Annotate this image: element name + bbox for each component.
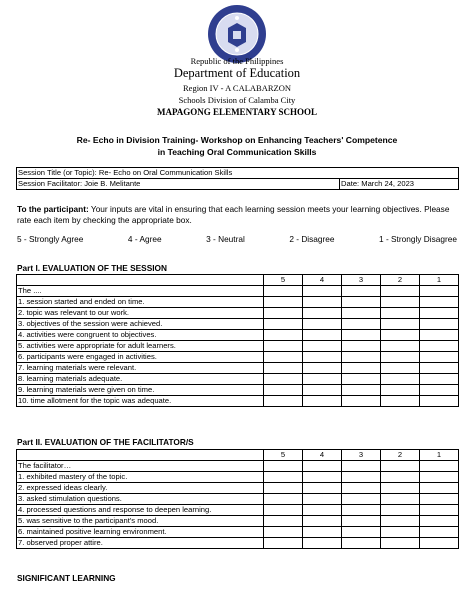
session-facilitator-cell: Session Facilitator: Joie B. Melitante <box>17 179 340 190</box>
rating-checkbox[interactable] <box>342 319 381 330</box>
table-row <box>17 352 459 363</box>
rating-checkbox[interactable] <box>381 363 420 374</box>
rating-header-3: 3 <box>342 450 381 461</box>
rating-checkbox[interactable] <box>420 494 459 505</box>
table-row <box>17 538 459 549</box>
rating-checkbox[interactable] <box>342 483 381 494</box>
rating-checkbox[interactable] <box>420 297 459 308</box>
rating-checkbox[interactable] <box>420 527 459 538</box>
lead-text: The .... <box>17 286 264 297</box>
table-row <box>17 363 459 374</box>
rating-checkbox[interactable] <box>342 363 381 374</box>
rating-checkbox[interactable] <box>342 505 381 516</box>
criterion-text: 4. activities were congruent to objectives. <box>17 330 264 341</box>
rating-checkbox[interactable] <box>342 494 381 505</box>
division-line: Schools Division of Calamba City <box>178 95 296 105</box>
table-header-row <box>17 275 459 286</box>
part1-evaluation-table <box>16 274 459 407</box>
rating-checkbox[interactable] <box>264 538 303 549</box>
rating-checkbox[interactable] <box>342 286 381 297</box>
part1-title: Part I. EVALUATION OF THE SESSION <box>17 263 167 273</box>
rating-checkbox[interactable] <box>303 319 342 330</box>
scale-5: 5 - Strongly Agree <box>17 234 84 244</box>
rating-checkbox[interactable] <box>342 341 381 352</box>
table-row <box>17 330 459 341</box>
rating-header-4: 4 <box>303 275 342 286</box>
rating-checkbox[interactable] <box>264 341 303 352</box>
rating-checkbox[interactable] <box>420 308 459 319</box>
lead-text: The facilitator… <box>17 461 264 472</box>
criterion-text: 1. exhibited mastery of the topic. <box>17 472 264 483</box>
rating-checkbox[interactable] <box>420 385 459 396</box>
rating-checkbox[interactable] <box>264 352 303 363</box>
rating-checkbox[interactable] <box>381 385 420 396</box>
table-row <box>17 483 459 494</box>
rating-checkbox[interactable] <box>420 341 459 352</box>
rating-header-3: 3 <box>342 275 381 286</box>
rating-checkbox[interactable] <box>303 494 342 505</box>
rating-checkbox[interactable] <box>264 330 303 341</box>
rating-checkbox[interactable] <box>420 352 459 363</box>
criterion-text: 8. learning materials adequate. <box>17 374 264 385</box>
department-line: Department of Education <box>173 66 301 80</box>
criterion-text: 2. topic was relevant to our work. <box>17 308 264 319</box>
table-row <box>17 286 459 297</box>
rating-checkbox[interactable] <box>264 472 303 483</box>
rating-checkbox[interactable] <box>420 472 459 483</box>
rating-checkbox[interactable] <box>303 308 342 319</box>
title-line-2: in Teaching Oral Communication Skills <box>157 146 317 157</box>
rating-checkbox[interactable] <box>342 527 381 538</box>
rating-checkbox[interactable] <box>264 494 303 505</box>
rating-checkbox[interactable] <box>381 308 420 319</box>
rating-checkbox[interactable] <box>264 374 303 385</box>
instructions-lead: To the participant: <box>17 204 89 214</box>
rating-header-1: 1 <box>420 450 459 461</box>
rating-checkbox[interactable] <box>420 461 459 472</box>
rating-checkbox[interactable] <box>381 330 420 341</box>
criterion-text: 10. time allotment for the topic was adequate. <box>17 396 264 407</box>
rating-checkbox[interactable] <box>381 494 420 505</box>
table-row <box>17 505 459 516</box>
criterion-text: 5. was sensitive to the participant's mood. <box>17 516 264 527</box>
rating-checkbox[interactable] <box>342 297 381 308</box>
scale-2: 2 - Disagree <box>289 234 335 244</box>
title-line-1: Re- Echo in Division Training- Workshop on Enhancing Teachers' Competence <box>76 135 398 145</box>
rating-checkbox[interactable] <box>381 396 420 407</box>
criterion-text: 7. learning materials were relevant. <box>17 363 264 374</box>
table-row <box>17 516 459 527</box>
rating-checkbox[interactable] <box>420 396 459 407</box>
rating-checkbox[interactable] <box>381 461 420 472</box>
table-row <box>17 396 459 407</box>
rating-checkbox[interactable] <box>342 352 381 363</box>
rating-checkbox[interactable] <box>264 363 303 374</box>
instructions-text: Your inputs are vital in ensuring that each learning session meets your learning objectives. Please rate each item by checking the appropriate box. <box>17 204 450 225</box>
scale-4: 4 - Agree <box>127 234 162 244</box>
rating-checkbox[interactable] <box>303 363 342 374</box>
rating-checkbox[interactable] <box>342 461 381 472</box>
rating-checkbox[interactable] <box>303 286 342 297</box>
rating-checkbox[interactable] <box>381 341 420 352</box>
rating-scale-legend <box>17 234 457 244</box>
rating-checkbox[interactable] <box>420 538 459 549</box>
criterion-text: 6. maintained positive learning environment. <box>17 527 264 538</box>
table-row <box>17 385 459 396</box>
region-line: Region IV - A CALABARZON <box>183 83 291 93</box>
criterion-text: 9. learning materials were given on time. <box>17 385 264 396</box>
rating-checkbox[interactable] <box>381 319 420 330</box>
rating-checkbox[interactable] <box>303 527 342 538</box>
rating-checkbox[interactable] <box>303 505 342 516</box>
rating-checkbox[interactable] <box>420 363 459 374</box>
rating-checkbox[interactable] <box>303 385 342 396</box>
rating-checkbox[interactable] <box>303 330 342 341</box>
table-row <box>17 527 459 538</box>
rating-header-1: 1 <box>420 275 459 286</box>
rating-checkbox[interactable] <box>381 352 420 363</box>
rating-checkbox[interactable] <box>303 352 342 363</box>
criterion-text: 3. objectives of the session were achieved. <box>17 319 264 330</box>
rating-checkbox[interactable] <box>342 385 381 396</box>
rating-checkbox[interactable] <box>420 505 459 516</box>
table-row <box>17 494 459 505</box>
rating-checkbox[interactable] <box>342 396 381 407</box>
criterion-text: 3. asked stimulation questions. <box>17 494 264 505</box>
criterion-text: 1. session started and ended on time. <box>17 297 264 308</box>
rating-checkbox[interactable] <box>381 286 420 297</box>
rating-checkbox[interactable] <box>264 516 303 527</box>
rating-checkbox[interactable] <box>381 297 420 308</box>
rating-checkbox[interactable] <box>303 297 342 308</box>
rating-checkbox[interactable] <box>381 483 420 494</box>
rating-header-5: 5 <box>264 275 303 286</box>
table-row <box>17 374 459 385</box>
criterion-text: 4. processed questions and response to deepen learning. <box>17 505 264 516</box>
rating-checkbox[interactable] <box>420 319 459 330</box>
rating-checkbox[interactable] <box>264 527 303 538</box>
rating-checkbox[interactable] <box>303 472 342 483</box>
rating-checkbox[interactable] <box>342 472 381 483</box>
scale-3: 3 - Neutral <box>206 234 245 244</box>
rating-checkbox[interactable] <box>381 527 420 538</box>
rating-header-4: 4 <box>303 450 342 461</box>
rating-checkbox[interactable] <box>264 286 303 297</box>
rating-checkbox[interactable] <box>303 341 342 352</box>
table-row <box>17 308 459 319</box>
rating-checkbox[interactable] <box>264 396 303 407</box>
rating-checkbox[interactable] <box>420 330 459 341</box>
rating-checkbox[interactable] <box>303 396 342 407</box>
criterion-text: 7. observed proper attire. <box>17 538 264 549</box>
table-row <box>17 319 459 330</box>
rating-checkbox[interactable] <box>264 308 303 319</box>
deped-seal-icon <box>207 4 267 64</box>
criterion-text: 5. activities were appropriate for adult learners. <box>17 341 264 352</box>
significant-learning-heading: SIGNIFICANT LEARNING <box>17 573 116 583</box>
table-row <box>17 297 459 308</box>
table-row <box>17 472 459 483</box>
rating-checkbox[interactable] <box>264 297 303 308</box>
rating-checkbox[interactable] <box>264 461 303 472</box>
rating-header-2: 2 <box>381 450 420 461</box>
part2-title: Part II. EVALUATION OF THE FACILITATOR/S <box>17 437 194 447</box>
rating-checkbox[interactable] <box>264 385 303 396</box>
rating-checkbox[interactable] <box>342 374 381 385</box>
criterion-text: 2. expressed ideas clearly. <box>17 483 264 494</box>
rating-checkbox[interactable] <box>420 374 459 385</box>
table-header-row <box>17 450 459 461</box>
rating-checkbox[interactable] <box>381 538 420 549</box>
rating-checkbox[interactable] <box>420 286 459 297</box>
rating-checkbox[interactable] <box>381 505 420 516</box>
header-blank-cell <box>17 275 264 286</box>
rating-checkbox[interactable] <box>342 516 381 527</box>
rating-checkbox[interactable] <box>264 505 303 516</box>
rating-checkbox[interactable] <box>264 483 303 494</box>
header-blank-cell <box>17 450 264 461</box>
rating-checkbox[interactable] <box>303 516 342 527</box>
rating-checkbox[interactable] <box>381 516 420 527</box>
table-row <box>17 461 459 472</box>
session-date-cell: Date: March 24, 2023 <box>340 179 459 190</box>
rating-header-2: 2 <box>381 275 420 286</box>
table-row <box>17 341 459 352</box>
rating-checkbox[interactable] <box>420 516 459 527</box>
instructions <box>17 204 457 225</box>
rating-checkbox[interactable] <box>303 374 342 385</box>
scale-1: 1 - Strongly Disagree <box>379 234 457 244</box>
session-info-table <box>16 167 459 190</box>
rating-header-5: 5 <box>264 450 303 461</box>
rating-checkbox[interactable] <box>264 319 303 330</box>
rating-checkbox[interactable] <box>303 461 342 472</box>
rating-checkbox[interactable] <box>381 472 420 483</box>
rating-checkbox[interactable] <box>303 483 342 494</box>
rating-checkbox[interactable] <box>342 538 381 549</box>
rating-checkbox[interactable] <box>342 308 381 319</box>
rating-checkbox[interactable] <box>303 538 342 549</box>
document-title <box>0 135 474 158</box>
part2-evaluation-table <box>16 449 459 549</box>
republic-line: Republic of the Philippines <box>190 56 284 66</box>
session-title-cell: Session Title (or Topic): Re- Echo on Oral Communication Skills <box>17 168 459 179</box>
rating-checkbox[interactable] <box>342 330 381 341</box>
school-name: MAPAGONG ELEMENTARY SCHOOL <box>156 107 318 117</box>
rating-checkbox[interactable] <box>420 483 459 494</box>
criterion-text: 6. participants were engaged in activities. <box>17 352 264 363</box>
rating-checkbox[interactable] <box>381 374 420 385</box>
